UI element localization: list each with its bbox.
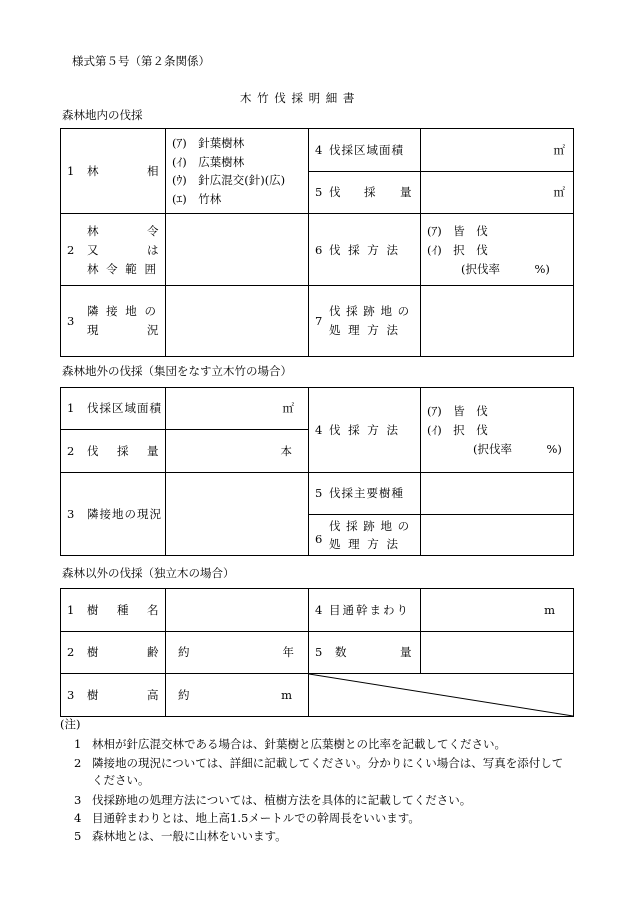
s1-r7-l2: 処 理 方 法: [329, 323, 400, 337]
s2-r1-label-cell: [61, 388, 166, 430]
s1-r1-option-4: (ｴ) 竹林: [172, 192, 222, 206]
s1-r2-l2b: は: [147, 243, 159, 257]
s3-r1-label-cell: [61, 589, 166, 632]
s1-r1-no: 1: [67, 164, 75, 178]
s1-r6-label: 伐 採 方 法: [329, 243, 400, 257]
s2-r1-no: 1: [67, 401, 75, 415]
s1-r2-l2a: 又: [87, 243, 99, 257]
s2-r3-value-cell[interactable]: [166, 473, 309, 556]
s3-r4-label-cell: [309, 589, 421, 632]
s1-r2-value-cell[interactable]: [166, 214, 309, 286]
note-5-no: 5: [74, 829, 82, 843]
s3-empty-cell: [309, 674, 574, 717]
s3-r3-value-cell[interactable]: [166, 674, 309, 717]
s1-r2-l1b: 令: [147, 224, 159, 238]
s1-r1-option-3: (ｳ) 針広混交(針)(広): [172, 173, 286, 187]
s3-r2-value-cell[interactable]: [166, 632, 309, 674]
section3-title: 森林以外の伐採（独立木の場合）: [62, 566, 235, 580]
s3-r2-label-cell: [61, 632, 166, 674]
s3-r1-label-b: 種: [117, 603, 129, 617]
s3-r2-label-a: 樹: [87, 645, 99, 659]
s1-r3-l2a: 現: [87, 323, 99, 337]
s1-r6-label-cell: [309, 214, 421, 286]
s2-r6-l2: 処 理 方 法: [329, 537, 400, 551]
s3-r4-unit: m: [544, 603, 555, 617]
document-title: 木 竹 伐 採 明 細 書: [240, 91, 356, 105]
s3-r2-prefix: 約: [178, 645, 190, 659]
s2-r4-label-cell: [309, 388, 421, 473]
s1-r7-value-cell[interactable]: [421, 286, 574, 357]
note-1-text: 林相が針広混交林である場合は、針葉樹と広葉樹との比率を記載してください。: [92, 737, 506, 751]
s3-r5-no: 5: [315, 645, 323, 659]
s3-r4-no: 4: [315, 603, 323, 617]
section1-table: [60, 128, 574, 357]
note-2-no: 2: [74, 756, 82, 770]
s1-r2-l1a: 林: [87, 224, 99, 238]
s1-r6-opt2: (ｲ) 択 伐: [427, 243, 488, 257]
note-3-no: 3: [74, 793, 82, 807]
s1-r5-unit: ㎡: [553, 185, 565, 199]
s1-r5-value-cell[interactable]: [421, 172, 574, 214]
s1-r6-opt3: (択伐率 %): [461, 262, 550, 276]
s2-r2-unit: 本: [280, 444, 292, 458]
s1-r7-label-cell: [309, 286, 421, 357]
note-4-no: 4: [74, 811, 82, 825]
s2-r2-label-a: 伐: [87, 444, 99, 458]
section2-table: [60, 387, 574, 556]
s1-r7-no: 7: [315, 314, 323, 328]
s1-r3-l1: 隣 接 地 の: [87, 304, 158, 318]
s3-r1-label-a: 樹: [87, 603, 99, 617]
s2-r1-value-cell[interactable]: [166, 388, 309, 430]
section1-title: 森林地内の伐採: [62, 108, 143, 122]
note-2-text: 隣接地の現況については、詳細に記載してください。分かりにくい場合は、写真を添付して: [92, 756, 564, 770]
s1-r6-opt1: (ｱ) 皆 伐: [427, 224, 488, 238]
s3-r3-prefix: 約: [178, 688, 190, 702]
s1-r1-option-2: (ｲ) 広葉樹林: [172, 155, 245, 169]
s1-r1-label-a: 林: [87, 164, 99, 178]
s3-r2-label-b: 齢: [147, 645, 159, 659]
s2-r5-label-cell: [309, 473, 421, 515]
s2-r6-value-cell[interactable]: [421, 515, 574, 556]
s3-r4-label: 目通幹まわり: [329, 603, 410, 617]
s3-r4-value-cell[interactable]: [421, 589, 574, 632]
s2-r6-l1: 伐 採 跡 地 の: [329, 519, 411, 533]
s3-r5-label-a: 数: [335, 645, 347, 659]
s2-r4-label: 伐 採 方 法: [329, 423, 400, 437]
s1-r4-label: 伐採区域面積: [329, 143, 404, 157]
s3-r1-label-c: 名: [147, 603, 159, 617]
note-3-text: 伐採跡地の処理方法については、植樹方法を具体的に記載してください。: [92, 793, 472, 807]
s3-r2-unit: 年: [282, 645, 294, 659]
s3-r3-label-cell: [61, 674, 166, 717]
s2-r6-no: 6: [315, 532, 323, 546]
note-2-text-cont: ください。: [92, 773, 150, 787]
s2-r4-no: 4: [315, 423, 323, 437]
s1-r5-label-cell: [309, 172, 421, 214]
s3-r1-value-cell[interactable]: [166, 589, 309, 632]
s1-r5-label-c: 量: [400, 185, 412, 199]
s1-r5-no: 5: [315, 185, 323, 199]
s3-r3-no: 3: [67, 688, 75, 702]
s3-r2-no: 2: [67, 645, 75, 659]
s2-r5-no: 5: [315, 486, 323, 500]
s2-r2-label-cell: [61, 430, 166, 473]
note-5-text: 森林地とは、一般に山林をいいます。: [92, 829, 287, 843]
s1-r4-unit: ㎡: [553, 143, 565, 157]
s2-r4-opt3: (択伐率 %): [473, 442, 562, 456]
s3-r5-label-cell: [309, 632, 421, 674]
s2-r2-label-c: 量: [147, 444, 159, 458]
s1-r1-option-1: (ｱ) 針葉樹林: [172, 136, 245, 150]
s2-r4-opt2: (ｲ) 択 伐: [427, 423, 488, 437]
s2-r2-value-cell[interactable]: [166, 430, 309, 473]
form-label: 様式第５号（第２条関係）: [72, 54, 210, 68]
s1-r4-value-cell[interactable]: [421, 129, 574, 172]
s1-r3-value-cell[interactable]: [166, 286, 309, 357]
s2-r3-label: 隣接地の現況: [87, 507, 162, 521]
s2-r2-no: 2: [67, 444, 75, 458]
s1-r4-no: 4: [315, 143, 323, 157]
s1-r5-label-a: 伐: [329, 185, 341, 199]
s2-r1-unit: ㎡: [282, 401, 294, 415]
s3-r1-no: 1: [67, 603, 75, 617]
section2-title: 森林地外の伐採（集団をなす立木竹の場合）: [62, 364, 292, 378]
s3-r3-label-a: 樹: [87, 688, 99, 702]
s1-r1-label-b: 相: [147, 164, 159, 178]
s1-r4-label-cell: [309, 129, 421, 172]
s1-r3-label-cell: [61, 286, 166, 357]
s2-r2-label-b: 採: [117, 444, 129, 458]
notes-heading: (注): [60, 717, 81, 731]
s2-r4-value-cell[interactable]: [421, 388, 574, 473]
s1-r5-label-b: 採: [364, 185, 376, 199]
s1-r7-l1: 伐 採 跡 地 の: [329, 304, 411, 318]
s2-r6-label-cell: [309, 515, 421, 556]
s1-r1-label-cell: [61, 129, 166, 214]
s3-r5-value-cell[interactable]: [421, 632, 574, 674]
s1-r2-label-cell: [61, 214, 166, 286]
s2-r5-value-cell[interactable]: [421, 473, 574, 515]
s2-r3-no: 3: [67, 507, 75, 521]
s2-r5-label: 伐採主要樹種: [329, 486, 404, 500]
section3-table: [60, 588, 574, 717]
s1-r6-no: 6: [315, 243, 323, 257]
s1-r1-options-cell[interactable]: [166, 129, 309, 214]
s1-r3-no: 3: [67, 314, 75, 328]
s2-r3-label-cell: [61, 473, 166, 556]
s2-r1-label: 伐採区域面積: [87, 401, 162, 415]
s1-r2-l3: 林 令 範 囲: [87, 262, 158, 276]
s2-r4-opt1: (ｱ) 皆 伐: [427, 404, 488, 418]
diagonal-strike: [309, 674, 573, 716]
s1-r3-l2b: 況: [147, 323, 159, 337]
note-1-no: 1: [74, 737, 82, 751]
s3-r3-unit: m: [281, 688, 292, 702]
s3-r5-label-b: 量: [400, 645, 412, 659]
s1-r6-value-cell[interactable]: [421, 214, 574, 286]
note-4-text: 目通幹まわりとは、地上高1.5メートルでの幹周長をいいます。: [92, 811, 420, 825]
s3-r3-label-b: 高: [147, 688, 159, 702]
s1-r2-no: 2: [67, 243, 75, 257]
